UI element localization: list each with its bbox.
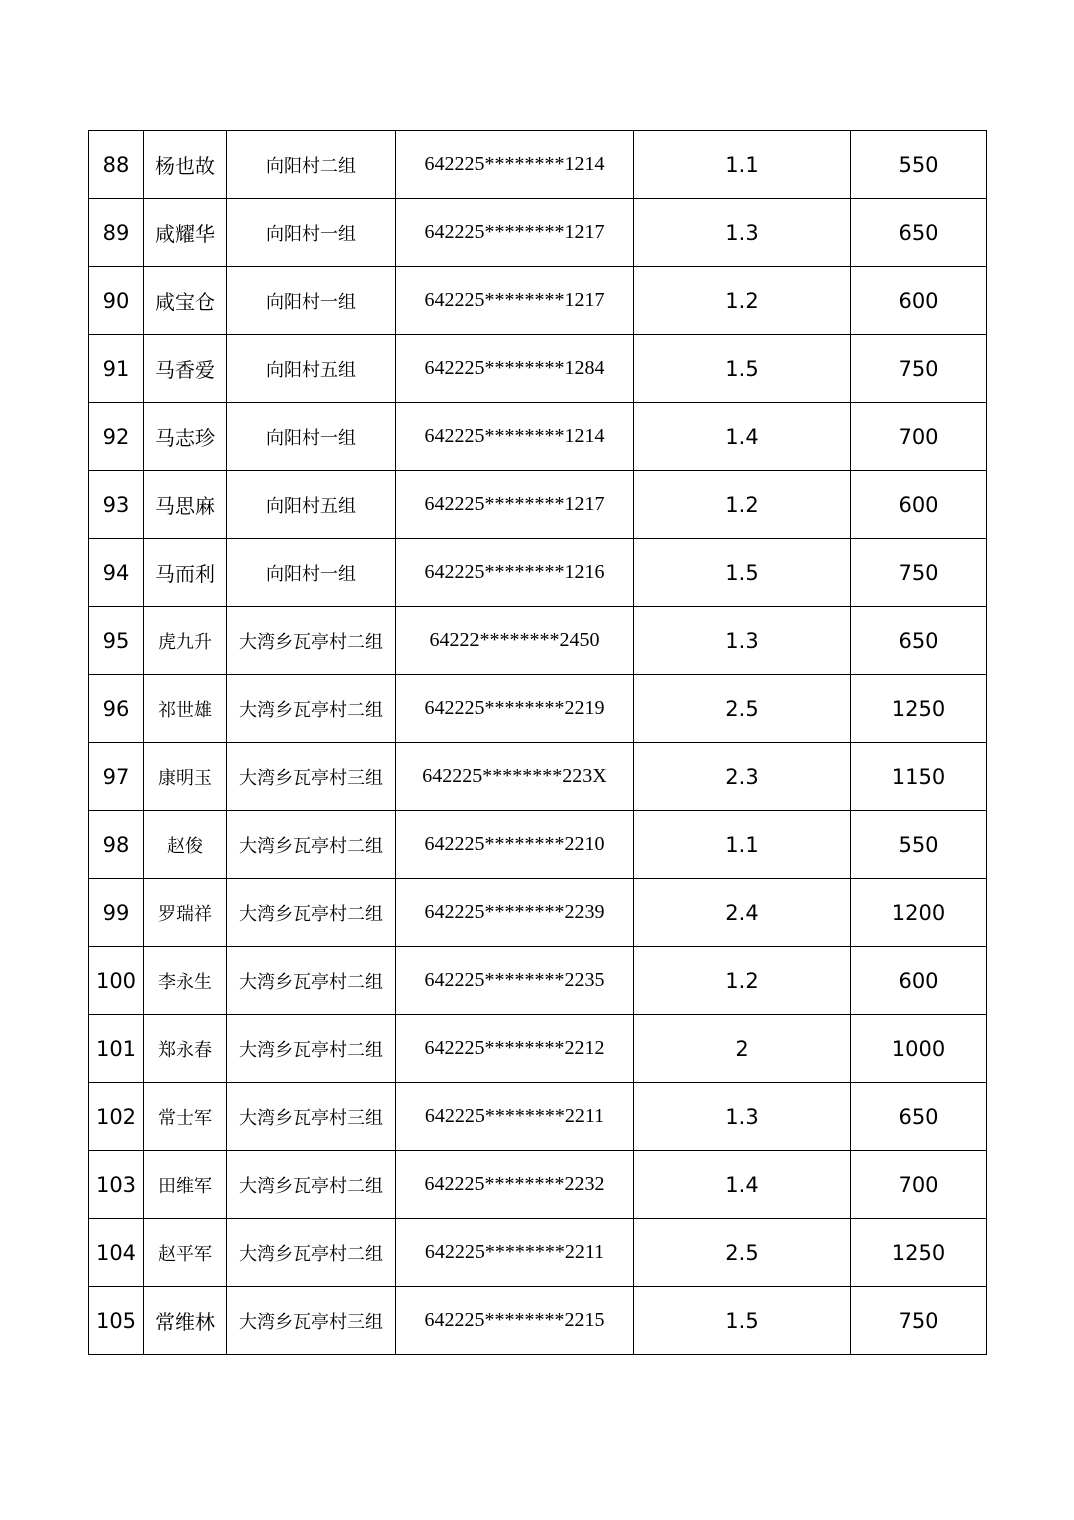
address-cell: 大湾乡瓦亭村三组 <box>227 743 396 811</box>
id-number-cell: 642225********2212 <box>396 1015 634 1083</box>
id-number-cell: 642225********2211 <box>396 1083 634 1151</box>
table-row <box>89 1083 987 1151</box>
row-number-cell: 97 <box>89 743 144 811</box>
name-cell: 罗瑞祥 <box>144 879 227 947</box>
table-row <box>89 743 987 811</box>
area-cell: 1.5 <box>634 1287 851 1355</box>
row-number-cell: 90 <box>89 267 144 335</box>
area-cell: 2.3 <box>634 743 851 811</box>
area-cell: 1.4 <box>634 1151 851 1219</box>
name-cell: 郑永春 <box>144 1015 227 1083</box>
id-number-cell: 642225********1214 <box>396 131 634 199</box>
id-number-cell: 642225********2235 <box>396 947 634 1015</box>
table-row <box>89 1015 987 1083</box>
row-number-cell: 95 <box>89 607 144 675</box>
name-cell: 马志珍 <box>144 403 227 471</box>
name-cell: 咸宝仓 <box>144 267 227 335</box>
area-cell: 1.3 <box>634 1083 851 1151</box>
name-cell: 马香爱 <box>144 335 227 403</box>
id-number-cell: 642225********223X <box>396 743 634 811</box>
address-cell: 大湾乡瓦亭村二组 <box>227 879 396 947</box>
table-row <box>89 539 987 607</box>
name-cell: 马思麻 <box>144 471 227 539</box>
id-number-cell: 642225********1214 <box>396 403 634 471</box>
address-cell: 大湾乡瓦亭村二组 <box>227 1219 396 1287</box>
name-cell: 咸耀华 <box>144 199 227 267</box>
row-number-cell: 104 <box>89 1219 144 1287</box>
id-number-cell: 642225********2219 <box>396 675 634 743</box>
address-cell: 大湾乡瓦亭村二组 <box>227 1151 396 1219</box>
amount-cell: 650 <box>851 199 987 267</box>
amount-cell: 1250 <box>851 675 987 743</box>
amount-cell: 550 <box>851 811 987 879</box>
row-number-cell: 89 <box>89 199 144 267</box>
amount-cell: 750 <box>851 335 987 403</box>
area-cell: 2.4 <box>634 879 851 947</box>
address-cell: 大湾乡瓦亭村二组 <box>227 607 396 675</box>
address-cell: 向阳村二组 <box>227 131 396 199</box>
row-number-cell: 98 <box>89 811 144 879</box>
area-cell: 1.2 <box>634 947 851 1015</box>
amount-cell: 700 <box>851 1151 987 1219</box>
address-cell: 大湾乡瓦亭村三组 <box>227 1083 396 1151</box>
area-cell: 2 <box>634 1015 851 1083</box>
id-number-cell: 642225********2239 <box>396 879 634 947</box>
address-cell: 大湾乡瓦亭村二组 <box>227 675 396 743</box>
address-cell: 向阳村一组 <box>227 267 396 335</box>
amount-cell: 1150 <box>851 743 987 811</box>
id-number-cell: 64222********2450 <box>396 607 634 675</box>
name-cell: 马而利 <box>144 539 227 607</box>
address-cell: 大湾乡瓦亭村二组 <box>227 947 396 1015</box>
id-number-cell: 642225********2215 <box>396 1287 634 1355</box>
row-number-cell: 102 <box>89 1083 144 1151</box>
table-row <box>89 1151 987 1219</box>
name-cell: 田维军 <box>144 1151 227 1219</box>
id-number-cell: 642225********1217 <box>396 471 634 539</box>
area-cell: 1.5 <box>634 539 851 607</box>
amount-cell: 650 <box>851 607 987 675</box>
row-number-cell: 100 <box>89 947 144 1015</box>
id-number-cell: 642225********1284 <box>396 335 634 403</box>
row-number-cell: 91 <box>89 335 144 403</box>
row-number-cell: 93 <box>89 471 144 539</box>
area-cell: 1.2 <box>634 471 851 539</box>
id-number-cell: 642225********1217 <box>396 267 634 335</box>
name-cell: 常维林 <box>144 1287 227 1355</box>
table-row <box>89 1287 987 1355</box>
amount-cell: 600 <box>851 947 987 1015</box>
amount-cell: 1250 <box>851 1219 987 1287</box>
address-cell: 向阳村一组 <box>227 199 396 267</box>
id-number-cell: 642225********2232 <box>396 1151 634 1219</box>
id-number-cell: 642225********2210 <box>396 811 634 879</box>
name-cell: 赵平军 <box>144 1219 227 1287</box>
table-row <box>89 607 987 675</box>
address-cell: 大湾乡瓦亭村三组 <box>227 1287 396 1355</box>
row-number-cell: 94 <box>89 539 144 607</box>
area-cell: 1.3 <box>634 199 851 267</box>
table-row <box>89 199 987 267</box>
row-number-cell: 105 <box>89 1287 144 1355</box>
roster-table <box>88 130 987 1355</box>
area-cell: 1.3 <box>634 607 851 675</box>
area-cell: 2.5 <box>634 1219 851 1287</box>
name-cell: 常士军 <box>144 1083 227 1151</box>
amount-cell: 1200 <box>851 879 987 947</box>
area-cell: 1.1 <box>634 811 851 879</box>
roster-table-body <box>89 131 987 1355</box>
table-row <box>89 335 987 403</box>
table-row <box>89 947 987 1015</box>
table-row <box>89 675 987 743</box>
area-cell: 1.2 <box>634 267 851 335</box>
address-cell: 向阳村一组 <box>227 539 396 607</box>
area-cell: 1.4 <box>634 403 851 471</box>
name-cell: 李永生 <box>144 947 227 1015</box>
table-row <box>89 131 987 199</box>
row-number-cell: 99 <box>89 879 144 947</box>
area-cell: 1.5 <box>634 335 851 403</box>
address-cell: 向阳村五组 <box>227 335 396 403</box>
area-cell: 2.5 <box>634 675 851 743</box>
area-cell: 1.1 <box>634 131 851 199</box>
id-number-cell: 642225********1217 <box>396 199 634 267</box>
row-number-cell: 92 <box>89 403 144 471</box>
amount-cell: 600 <box>851 471 987 539</box>
amount-cell: 750 <box>851 539 987 607</box>
id-number-cell: 642225********1216 <box>396 539 634 607</box>
row-number-cell: 103 <box>89 1151 144 1219</box>
name-cell: 虎九升 <box>144 607 227 675</box>
address-cell: 向阳村一组 <box>227 403 396 471</box>
table-row <box>89 879 987 947</box>
amount-cell: 550 <box>851 131 987 199</box>
address-cell: 向阳村五组 <box>227 471 396 539</box>
row-number-cell: 96 <box>89 675 144 743</box>
address-cell: 大湾乡瓦亭村二组 <box>227 811 396 879</box>
amount-cell: 1000 <box>851 1015 987 1083</box>
name-cell: 杨也故 <box>144 131 227 199</box>
row-number-cell: 101 <box>89 1015 144 1083</box>
name-cell: 康明玉 <box>144 743 227 811</box>
row-number-cell: 88 <box>89 131 144 199</box>
amount-cell: 650 <box>851 1083 987 1151</box>
table-row <box>89 267 987 335</box>
name-cell: 祁世雄 <box>144 675 227 743</box>
table-row <box>89 811 987 879</box>
amount-cell: 600 <box>851 267 987 335</box>
table-row <box>89 1219 987 1287</box>
address-cell: 大湾乡瓦亭村二组 <box>227 1015 396 1083</box>
id-number-cell: 642225********2211 <box>396 1219 634 1287</box>
amount-cell: 750 <box>851 1287 987 1355</box>
table-row <box>89 403 987 471</box>
amount-cell: 700 <box>851 403 987 471</box>
table-row <box>89 471 987 539</box>
name-cell: 赵俊 <box>144 811 227 879</box>
